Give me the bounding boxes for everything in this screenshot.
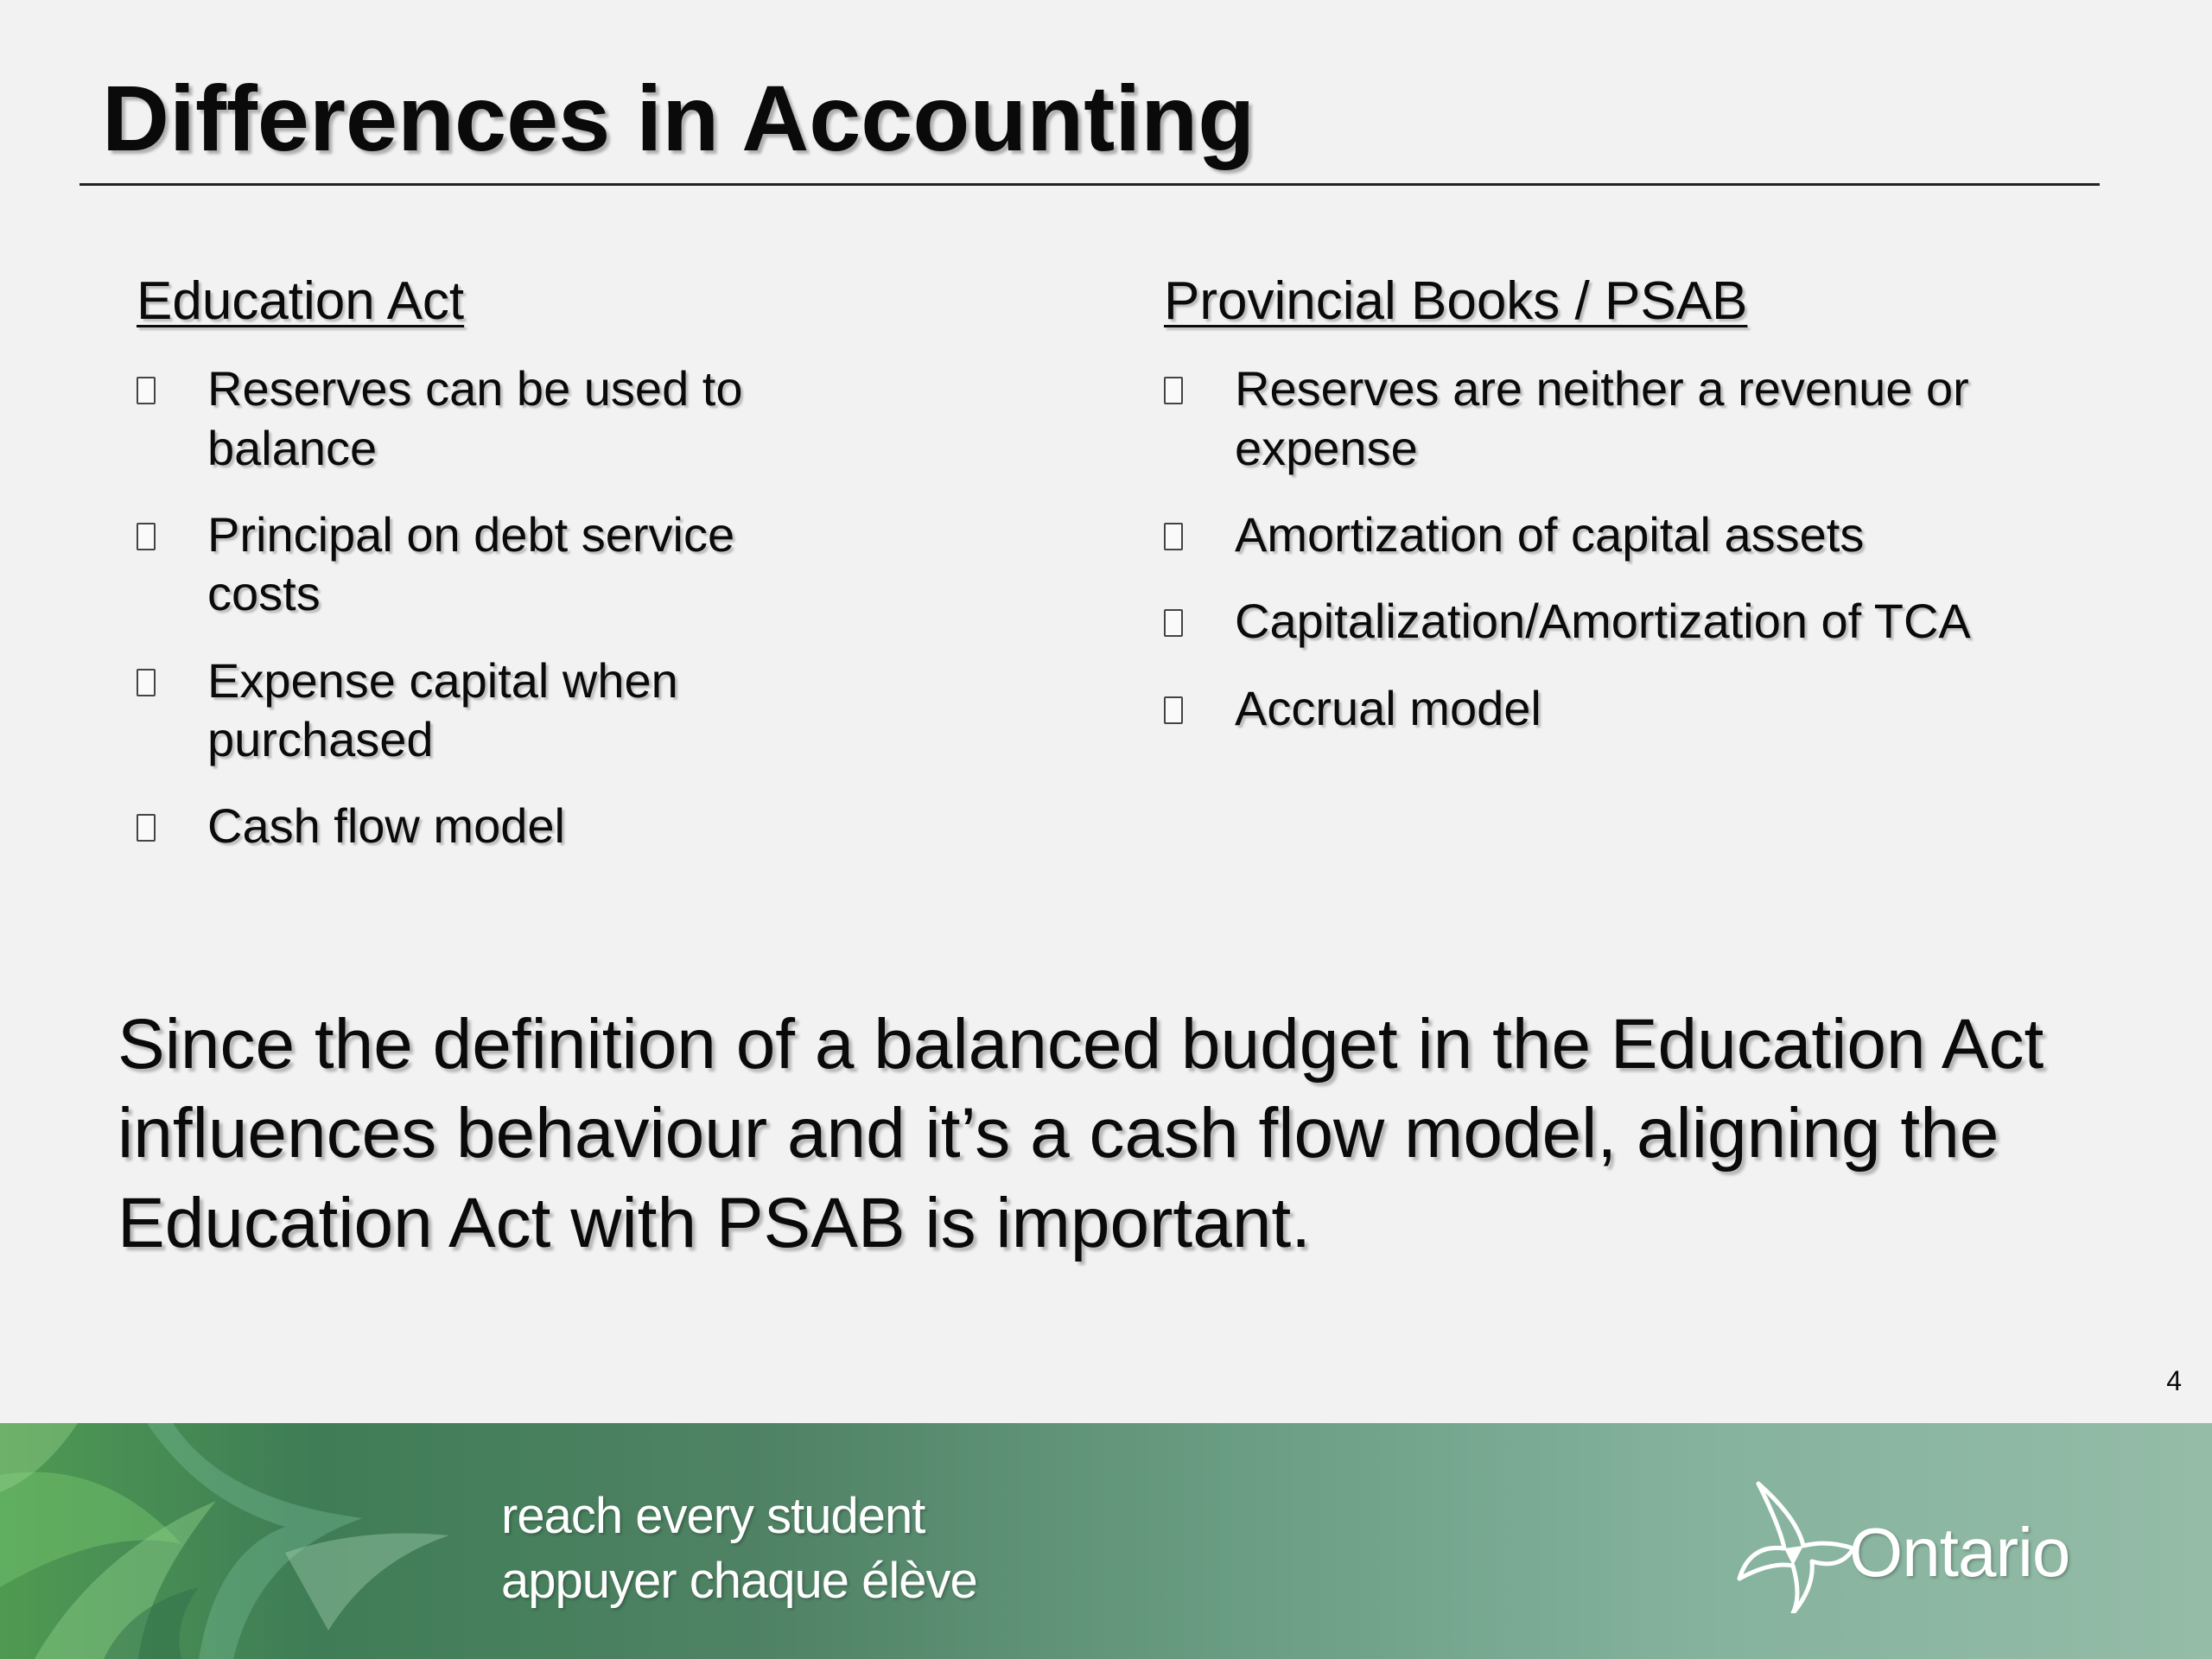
- psab-list: [1164, 359, 2158, 738]
- checkbox-square-icon: [137, 523, 156, 550]
- list-item-text: Reserves can be used to balance: [207, 361, 743, 475]
- checkbox-square-icon: [137, 377, 156, 404]
- checkbox-square-icon: [1164, 523, 1183, 550]
- list-item: [137, 797, 1130, 855]
- list-item-text: Cash flow model: [207, 798, 565, 854]
- checkbox-square-icon: [1164, 696, 1183, 724]
- tagline-french: appuyer chaque élève: [501, 1553, 977, 1610]
- checkbox-square-icon: [1164, 377, 1183, 404]
- footer-banner: [0, 1423, 2212, 1659]
- list-item: [137, 652, 1130, 770]
- page-number: 4: [2166, 1365, 2182, 1396]
- list-item-text: Amortization of capital assets: [1235, 507, 1865, 563]
- checkbox-square-icon: [137, 669, 156, 696]
- checkbox-square-icon: [1164, 609, 1183, 637]
- list-item: [1164, 679, 2158, 738]
- list-item: [1164, 359, 2158, 478]
- education-act-column: [137, 270, 1130, 884]
- list-item-text: Principal on debt service costs: [207, 507, 735, 621]
- list-item-text: Accrual model: [1235, 680, 1541, 735]
- leaf-motif: [0, 1423, 484, 1659]
- psab-column: [1164, 270, 2158, 766]
- title-divider: [79, 183, 2100, 186]
- psab-heading: Provincial Books / PSAB: [1164, 271, 1748, 331]
- tagline-english: reach every student: [501, 1488, 925, 1544]
- trillium-icon: [1732, 1475, 1862, 1613]
- slide-title: Differences in Accounting: [102, 66, 1255, 170]
- ontario-logo[interactable]: [1732, 1475, 2173, 1613]
- list-item-text: Expense capital when purchased: [207, 652, 678, 766]
- ontario-wordmark: Ontario: [1849, 1514, 2070, 1591]
- checkbox-square-icon: [137, 814, 156, 842]
- list-item-text: Reserves are neither a revenue or expense: [1235, 361, 1969, 475]
- education-act-list: [137, 359, 1130, 855]
- list-item: [137, 359, 1130, 478]
- list-item: [137, 505, 1130, 624]
- list-item-text: Capitalization/Amortization of TCA: [1235, 594, 1971, 649]
- education-act-heading: Education Act: [137, 271, 465, 331]
- list-item: [1164, 505, 2158, 564]
- tagline: [501, 1484, 977, 1614]
- summary-statement: Since the definition of a balanced budget in the Education Act influences behaviour and it’s a cash flow model, aligning the Education Act with PSAB is important.: [118, 1005, 2044, 1262]
- list-item: [1164, 592, 2158, 651]
